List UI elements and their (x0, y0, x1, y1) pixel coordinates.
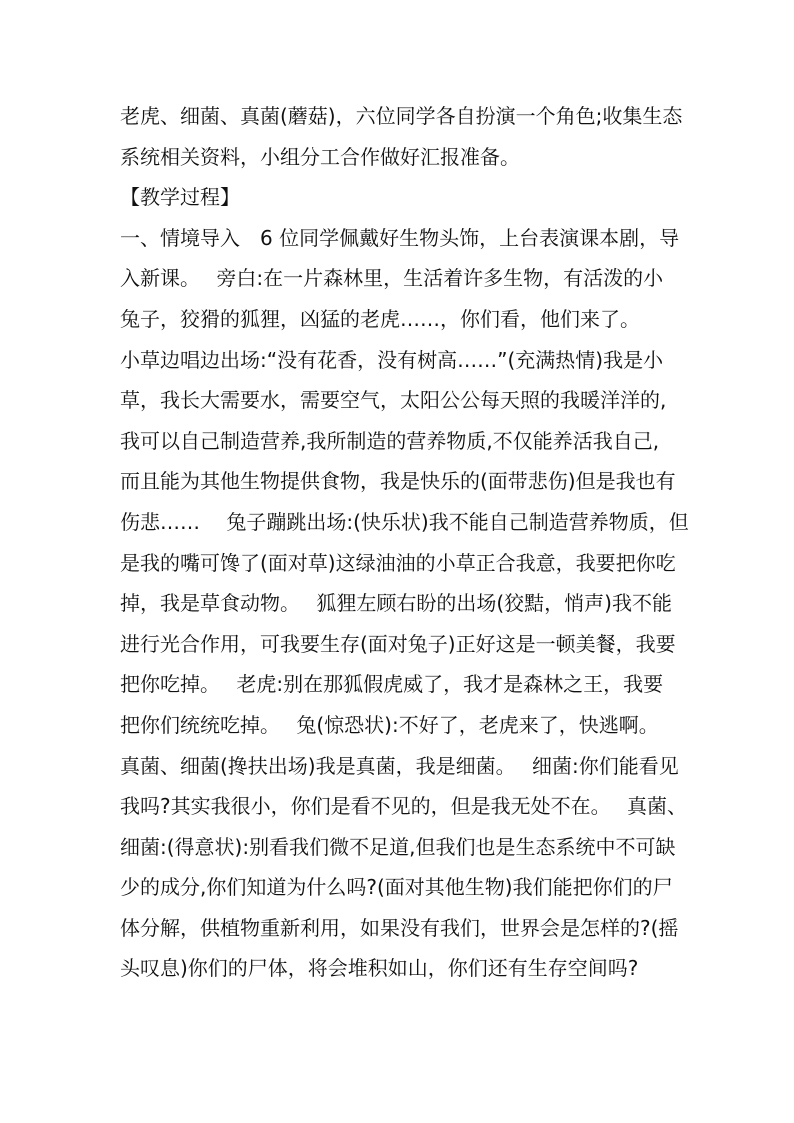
text-line: 一、情境导入 6 位同学佩戴好生物头饰，上台表演课本剧，导 (120, 225, 680, 250)
text-line: 进行光合作用，可我要生存(面对兔子)正好这是一顿美餐，我要 (120, 631, 676, 656)
body-text (120, 96, 689, 989)
text-line: 体分解，供植物重新利用，如果没有我们，世界会是怎样的?(摇 (120, 915, 679, 940)
text-line: 小草边唱边出场:“没有花香，没有树高……”(充满热情)我是小 (120, 347, 664, 372)
text-line: 少的成分,你们知道为什么吗?(面对其他生物)我们能把你们的尸 (120, 875, 673, 900)
text-line: 兔子，狡猾的狐狸，凶猛的老虎……，你们看，他们来了。 (120, 306, 640, 331)
text-line: 我吗?其实我很小，你们是看不见的，但是我无处不在。 真菌、 (120, 794, 687, 819)
text-line: 细菌:(得意状):别看我们微不足道,但我们也是生态系统中不可缺 (120, 834, 676, 859)
text-line: 把你吃掉。 老虎:别在那狐假虎威了，我才是森林之王，我要 (120, 672, 664, 697)
text-line: 草，我长大需要水，需要空气，太阳公公每天照的我暖洋洋的, (120, 388, 667, 413)
text-line: 头叹息)你们的尸体，将会堆积如山，你们还有生存空间吗? (120, 956, 639, 981)
section-heading: 【教学过程】 (120, 185, 240, 210)
text-line: 把你们统统吃掉。 兔(惊恐状):不好了，老虎来了，快逃啊。 (120, 712, 659, 737)
text-line: 伤悲…… 兔子蹦跳出场:(快乐状)我不能自己制造营养物质，但 (120, 509, 689, 534)
text-line: 系统相关资料，小组分工合作做好汇报准备。 (120, 144, 520, 169)
text-line: 掉，我是草食动物。 狐狸左顾右盼的出场(狡黠，悄声)我不能 (120, 591, 672, 616)
text-line: 是我的嘴可馋了(面对草)这绿油油的小草正合我意，我要把你吃 (120, 550, 676, 575)
text-line: 老虎、细菌、真菌(蘑菇)，六位同学各自扮演一个角色;收集生态 (120, 104, 683, 128)
text-line: 入新课。 旁白:在一片森林里，生活着许多生物，有活泼的小 (120, 266, 664, 291)
text-line: 真菌、细菌(搀扶出场)我是真菌，我是细菌。 细菌:你们能看见 (120, 753, 679, 778)
text-line: 而且能为其他生物提供食物，我是快乐的(面带悲伤)但是我也有 (120, 469, 676, 494)
text-line: 我可以自己制造营养,我所制造的营养物质,不仅能养活我自己, (120, 428, 660, 453)
